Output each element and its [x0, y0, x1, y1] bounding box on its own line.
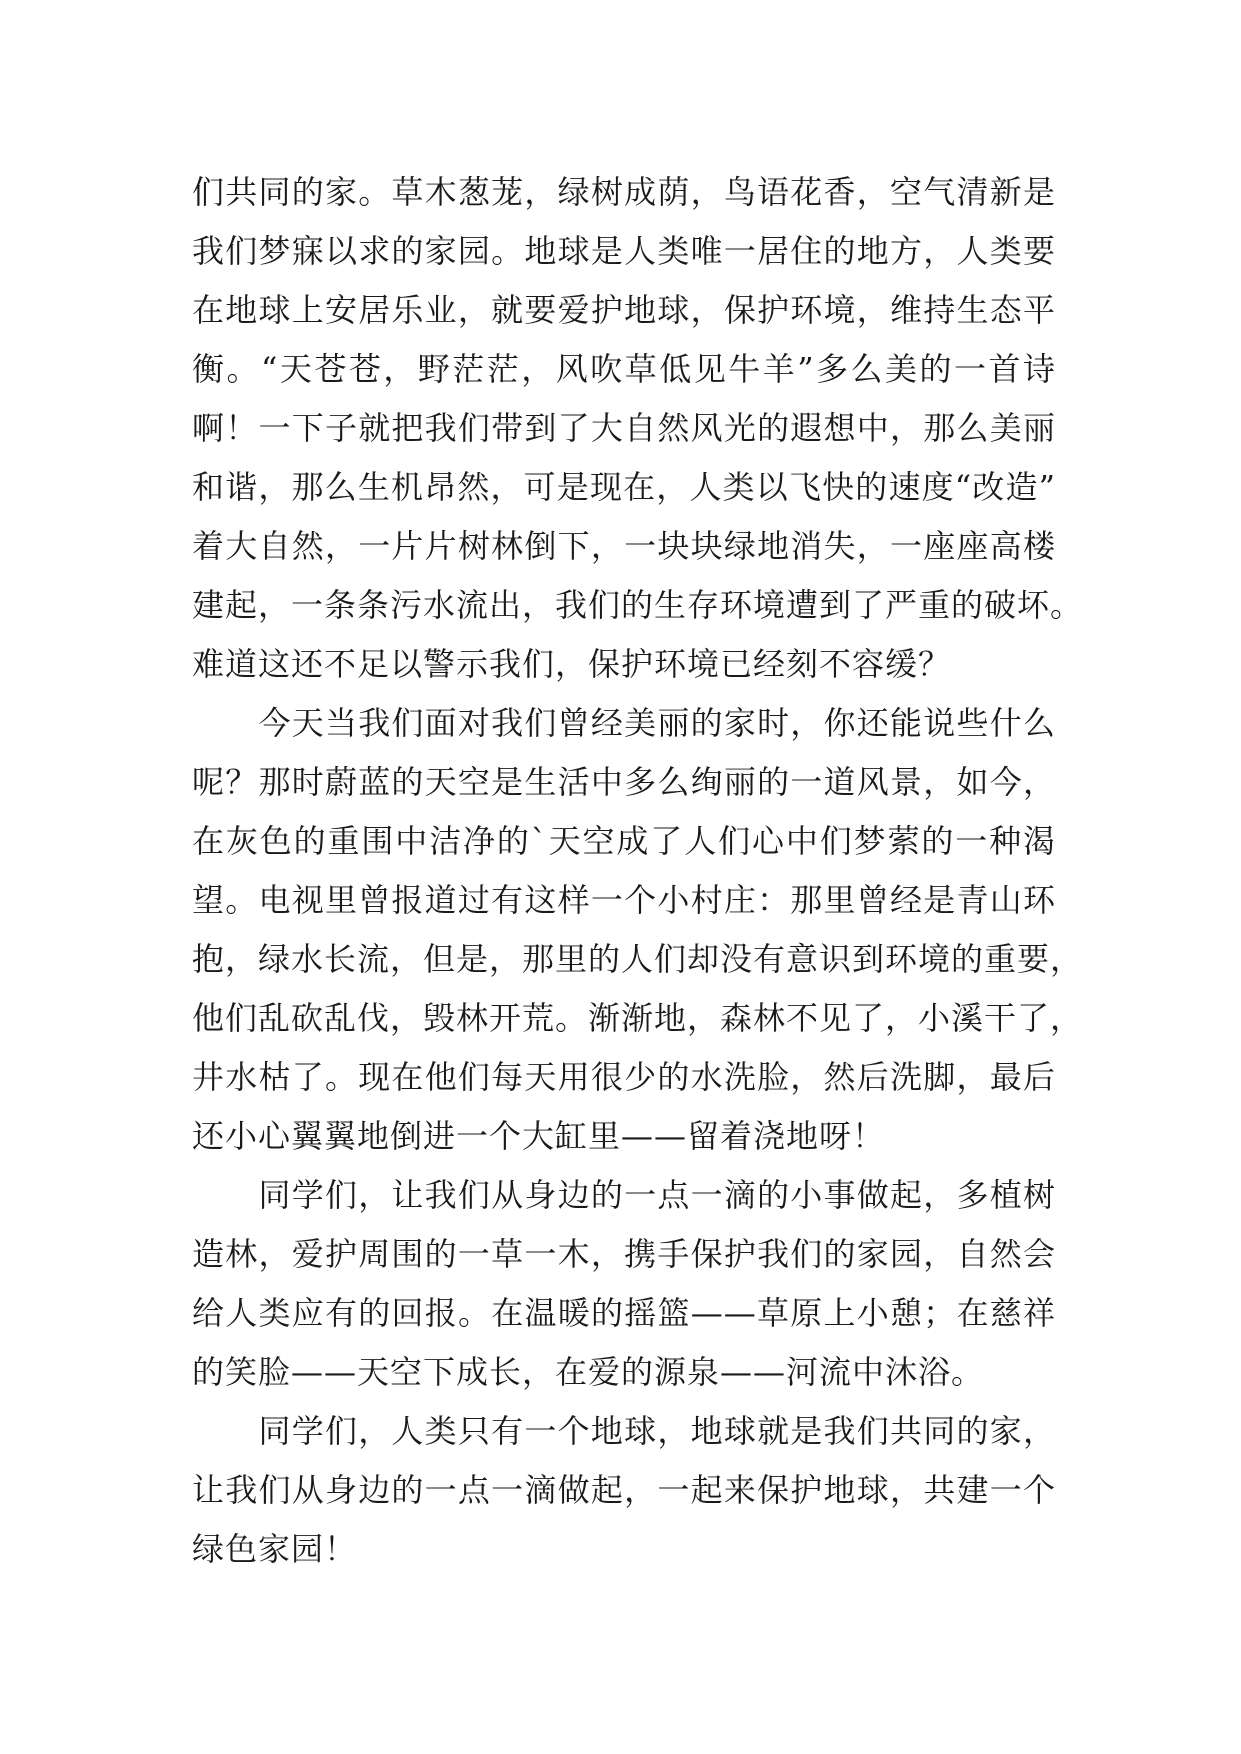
- text-line: 难道这还不足以警示我们，保护环境已经刻不容缓？: [192, 645, 952, 683]
- text-line: 同学们，让我们从身边的一点一滴的小事做起，多植树: [192, 1176, 1056, 1214]
- text-line: 建起，一条条污水流出，我们的生存环境遭到了严重的破坏。: [192, 586, 1084, 624]
- text-line: 在地球上安居乐业，就要爱护地球，保护环境，维持生态平: [192, 291, 1056, 329]
- text-line: 在灰色的重围中洁净的`天空成了人们心中们梦萦的一种渴: [192, 822, 1056, 860]
- text-line: 还小心翼翼地倒进一个大缸里——留着浇地呀！: [192, 1117, 886, 1155]
- text-line: 他们乱砍乱伐，毁林开荒。渐渐地，森林不见了，小溪干了，: [192, 999, 1084, 1037]
- text-line: 的笑脸——天空下成长，在爱的源泉——河流中沐浴。: [192, 1353, 985, 1391]
- text-line: 着大自然，一片片树林倒下，一块块绿地消失，一座座高楼: [192, 527, 1056, 565]
- text-line: 让我们从身边的一点一滴做起，一起来保护地球，共建一个: [192, 1471, 1056, 1509]
- text-line: 造林，爱护周围的一草一木，携手保护我们的家园，自然会: [192, 1235, 1056, 1273]
- text-line: 啊！一下子就把我们带到了大自然风光的遐想中，那么美丽: [192, 409, 1056, 447]
- document-page: [192, 163, 1084, 1579]
- text-line: 同学们，人类只有一个地球，地球就是我们共同的家，: [192, 1412, 1056, 1450]
- text-line: 和谐，那么生机昂然，可是现在，人类以飞快的速度“改造”: [192, 468, 1056, 506]
- text-line: 井水枯了。现在他们每天用很少的水洗脸，然后洗脚，最后: [192, 1058, 1056, 1096]
- text-line: 我们梦寐以求的家园。地球是人类唯一居住的地方，人类要: [192, 232, 1056, 270]
- text-line: 抱，绿水长流，但是，那里的人们却没有意识到环境的重要，: [192, 940, 1084, 978]
- text-line: 们共同的家。草木葱茏，绿树成荫，鸟语花香，空气清新是: [192, 173, 1056, 211]
- text-line: 今天当我们面对我们曾经美丽的家时，你还能说些什么: [192, 704, 1056, 742]
- text-line: 衡。“天苍苍，野茫茫，风吹草低见牛羊”多么美的一首诗: [192, 350, 1056, 388]
- text-line: 呢？那时蔚蓝的天空是生活中多么绚丽的一道风景，如今，: [192, 763, 1056, 801]
- text-line: 望。电视里曾报道过有这样一个小村庄：那里曾经是青山环: [192, 881, 1056, 919]
- text-line: 绿色家园！: [192, 1530, 358, 1568]
- text-line: 给人类应有的回报。在温暖的摇篮——草原上小憩；在慈祥: [192, 1294, 1056, 1332]
